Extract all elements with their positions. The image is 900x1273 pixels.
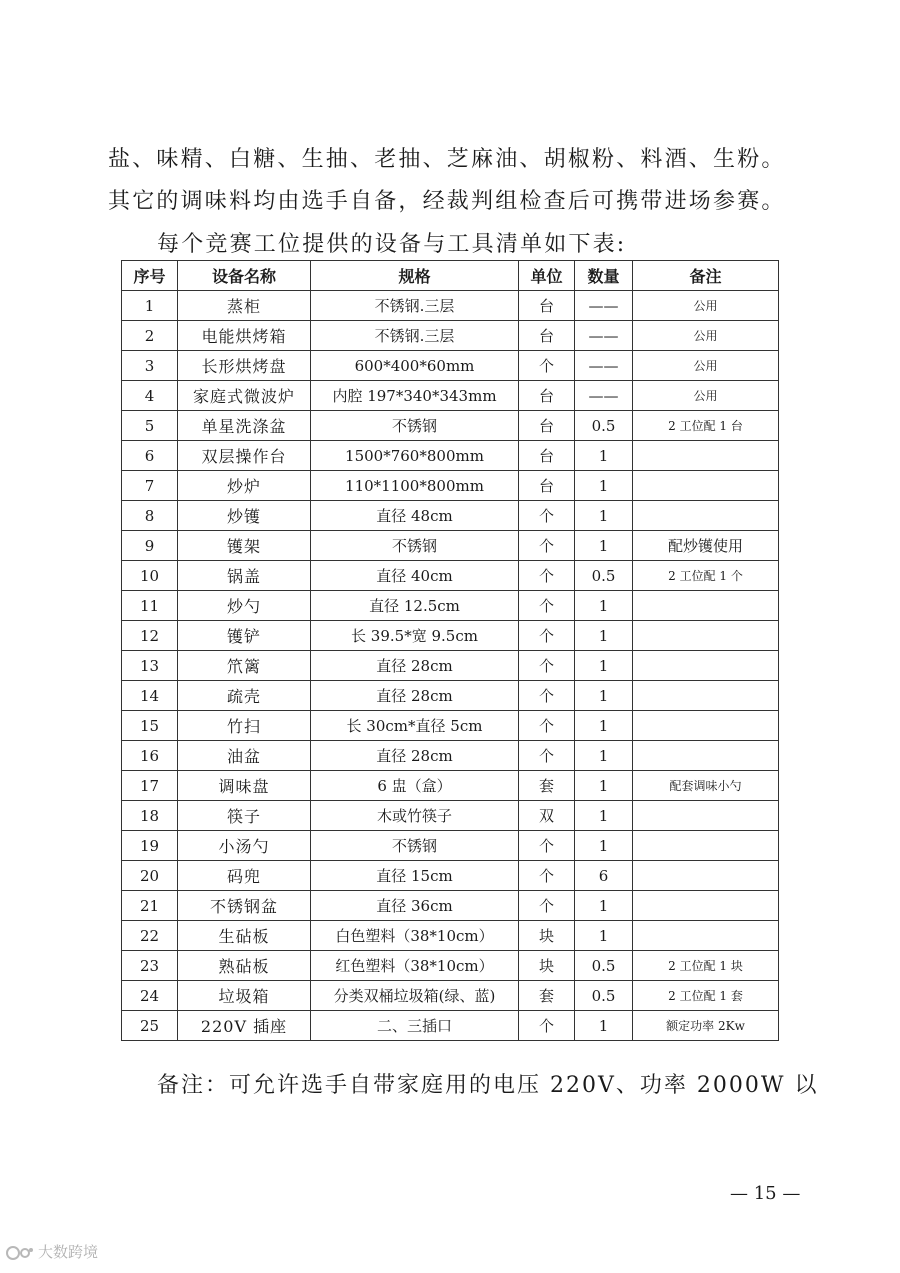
watermark: [6, 1241, 98, 1262]
table-row: [122, 741, 779, 771]
cell-name: 不锈钢盆: [178, 891, 311, 921]
cell-remark: 2 工位配 1 台: [633, 411, 779, 441]
cell-name: 码兜: [178, 861, 311, 891]
cell-qty: 1: [575, 1011, 633, 1041]
table-row: [122, 321, 779, 351]
cell-index: 8: [122, 501, 178, 531]
cell-spec: 长 39.5*宽 9.5cm: [311, 621, 519, 651]
header-index: 序号: [122, 261, 178, 291]
cell-remark: [633, 711, 779, 741]
table-intro-line: 每个竞赛工位提供的设备与工具清单如下表:: [157, 232, 627, 257]
cell-index: 17: [122, 771, 178, 801]
cell-qty: 1: [575, 891, 633, 921]
cell-unit: 个: [519, 831, 575, 861]
cell-spec: 不锈钢: [311, 831, 519, 861]
cell-spec: 直径 15cm: [311, 861, 519, 891]
cell-index: 23: [122, 951, 178, 981]
cell-unit: 个: [519, 861, 575, 891]
cell-spec: 直径 48cm: [311, 501, 519, 531]
cell-index: 6: [122, 441, 178, 471]
header-name: 设备名称: [178, 261, 311, 291]
cell-unit: 块: [519, 951, 575, 981]
cell-qty: 1: [575, 531, 633, 561]
table-row: [122, 411, 779, 441]
cell-index: 10: [122, 561, 178, 591]
table-row: [122, 891, 779, 921]
cell-index: 16: [122, 741, 178, 771]
cell-remark: [633, 831, 779, 861]
table-row: [122, 471, 779, 501]
cell-index: 20: [122, 861, 178, 891]
cell-spec: 110*1100*800mm: [311, 471, 519, 501]
cell-unit: 个: [519, 351, 575, 381]
cell-unit: 个: [519, 621, 575, 651]
cell-name: 小汤勺: [178, 831, 311, 861]
cell-name: 炒炉: [178, 471, 311, 501]
cell-index: 25: [122, 1011, 178, 1041]
cell-qty: 1: [575, 921, 633, 951]
cell-name: 单星洗涤盆: [178, 411, 311, 441]
cell-index: 1: [122, 291, 178, 321]
cell-unit: 套: [519, 981, 575, 1011]
cell-qty: 0.5: [575, 951, 633, 981]
table-row: [122, 711, 779, 741]
cell-name: 熟砧板: [178, 951, 311, 981]
cell-remark: [633, 471, 779, 501]
cell-name: 电能烘烤箱: [178, 321, 311, 351]
cell-name: 筷子: [178, 801, 311, 831]
cell-index: 21: [122, 891, 178, 921]
cell-qty: 1: [575, 681, 633, 711]
cell-remark: [633, 681, 779, 711]
cell-remark: [633, 621, 779, 651]
cell-spec: 直径 40cm: [311, 561, 519, 591]
table-row: [122, 621, 779, 651]
table-row: [122, 831, 779, 861]
cell-index: 19: [122, 831, 178, 861]
cell-qty: 0.5: [575, 411, 633, 441]
cell-name: 笊篱: [178, 651, 311, 681]
cell-name: 生砧板: [178, 921, 311, 951]
cell-qty: 1: [575, 771, 633, 801]
cell-remark: [633, 651, 779, 681]
cell-spec: 1500*760*800mm: [311, 441, 519, 471]
cell-spec: 白色塑料（38*10cm）: [311, 921, 519, 951]
cell-qty: 1: [575, 441, 633, 471]
equipment-table: [121, 260, 779, 1041]
cell-remark: 公用: [633, 351, 779, 381]
cell-unit: 台: [519, 321, 575, 351]
cell-index: 11: [122, 591, 178, 621]
cell-qty: ——: [575, 291, 633, 321]
table-row: [122, 381, 779, 411]
table-row: [122, 531, 779, 561]
cell-unit: 个: [519, 1011, 575, 1041]
cell-index: 22: [122, 921, 178, 951]
cell-spec: 直径 28cm: [311, 741, 519, 771]
cell-spec: 直径 36cm: [311, 891, 519, 921]
cell-remark: [633, 921, 779, 951]
cell-remark: 配套调味小勺: [633, 771, 779, 801]
header-spec: 规格: [311, 261, 519, 291]
cell-name: 220V 插座: [178, 1011, 311, 1041]
cell-index: 12: [122, 621, 178, 651]
cell-unit: 台: [519, 291, 575, 321]
cell-spec: 直径 28cm: [311, 681, 519, 711]
cell-remark: [633, 891, 779, 921]
cell-spec: 二、三插口: [311, 1011, 519, 1041]
cell-unit: 个: [519, 501, 575, 531]
cell-name: 长形烘烤盘: [178, 351, 311, 381]
cell-remark: [633, 801, 779, 831]
cell-unit: 个: [519, 561, 575, 591]
cell-remark: 公用: [633, 381, 779, 411]
cell-remark: 额定功率 2Kw: [633, 1011, 779, 1041]
cell-qty: 0.5: [575, 981, 633, 1011]
cell-remark: [633, 501, 779, 531]
cell-index: 5: [122, 411, 178, 441]
table-row: [122, 591, 779, 621]
cell-name: 炒勺: [178, 591, 311, 621]
table-row: [122, 861, 779, 891]
cell-remark: 2 工位配 1 个: [633, 561, 779, 591]
cell-unit: 个: [519, 711, 575, 741]
watermark-text: 大数跨境: [38, 1243, 99, 1261]
cell-name: 蒸柜: [178, 291, 311, 321]
cell-unit: 个: [519, 651, 575, 681]
cell-remark: 2 工位配 1 套: [633, 981, 779, 1011]
cell-index: 4: [122, 381, 178, 411]
cell-qty: 1: [575, 471, 633, 501]
cell-spec: 6 盅（盒）: [311, 771, 519, 801]
cell-qty: 1: [575, 501, 633, 531]
cell-unit: 个: [519, 681, 575, 711]
table-row: [122, 921, 779, 951]
cell-qty: ——: [575, 321, 633, 351]
cell-index: 2: [122, 321, 178, 351]
cell-remark: [633, 861, 779, 891]
watermark-logo-icon: [6, 1245, 34, 1261]
paragraph-line-2: 其它的调味料均由选手自备，经裁判组检查后可携带进场参赛。: [108, 189, 786, 214]
cell-qty: 1: [575, 831, 633, 861]
cell-spec: 600*400*60mm: [311, 351, 519, 381]
cell-name: 垃圾箱: [178, 981, 311, 1011]
cell-remark: [633, 441, 779, 471]
cell-name: 双层操作台: [178, 441, 311, 471]
table-row: [122, 651, 779, 681]
table-row: [122, 951, 779, 981]
cell-unit: 台: [519, 411, 575, 441]
cell-qty: 1: [575, 591, 633, 621]
cell-unit: 台: [519, 381, 575, 411]
cell-remark: 配炒镬使用: [633, 531, 779, 561]
cell-qty: 0.5: [575, 561, 633, 591]
table-row: [122, 441, 779, 471]
cell-spec: 不锈钢.三层: [311, 291, 519, 321]
table-row: [122, 351, 779, 381]
cell-remark: [633, 741, 779, 771]
cell-unit: 台: [519, 471, 575, 501]
cell-unit: 双: [519, 801, 575, 831]
cell-qty: 1: [575, 711, 633, 741]
cell-remark: 公用: [633, 321, 779, 351]
table-row: [122, 981, 779, 1011]
cell-name: 镬铲: [178, 621, 311, 651]
cell-name: 家庭式微波炉: [178, 381, 311, 411]
cell-unit: 个: [519, 891, 575, 921]
cell-spec: 直径 12.5cm: [311, 591, 519, 621]
cell-unit: 台: [519, 441, 575, 471]
cell-unit: 块: [519, 921, 575, 951]
header-qty: 数量: [575, 261, 633, 291]
cell-unit: 个: [519, 531, 575, 561]
cell-index: 13: [122, 651, 178, 681]
cell-qty: 6: [575, 861, 633, 891]
cell-index: 14: [122, 681, 178, 711]
cell-qty: 1: [575, 741, 633, 771]
table-header-row: [122, 261, 779, 291]
cell-spec: 不锈钢: [311, 411, 519, 441]
cell-index: 18: [122, 801, 178, 831]
table-row: [122, 561, 779, 591]
cell-spec: 长 30cm*直径 5cm: [311, 711, 519, 741]
cell-remark: [633, 591, 779, 621]
cell-index: 15: [122, 711, 178, 741]
cell-unit: 套: [519, 771, 575, 801]
cell-qty: ——: [575, 351, 633, 381]
remark-note: 备注：可允许选手自带家庭用的电压 220V、功率 2000W 以: [157, 1073, 819, 1098]
cell-spec: 不锈钢.三层: [311, 321, 519, 351]
cell-name: 镬架: [178, 531, 311, 561]
cell-name: 调味盘: [178, 771, 311, 801]
cell-qty: 1: [575, 651, 633, 681]
table-row: [122, 681, 779, 711]
header-remark: 备注: [633, 261, 779, 291]
table-row: [122, 801, 779, 831]
cell-qty: 1: [575, 801, 633, 831]
table-row: [122, 291, 779, 321]
cell-index: 24: [122, 981, 178, 1011]
table-row: [122, 771, 779, 801]
cell-spec: 木或竹筷子: [311, 801, 519, 831]
paragraph-line-1: 盐、味精、白糖、生抽、老抽、芝麻油、胡椒粉、料酒、生粉。: [108, 147, 786, 172]
cell-name: 竹扫: [178, 711, 311, 741]
cell-remark: 公用: [633, 291, 779, 321]
cell-index: 9: [122, 531, 178, 561]
header-unit: 单位: [519, 261, 575, 291]
page-number: — 15 —: [730, 1183, 801, 1204]
cell-unit: 个: [519, 741, 575, 771]
cell-spec: 红色塑料（38*10cm）: [311, 951, 519, 981]
cell-spec: 分类双桶垃圾箱(绿、蓝): [311, 981, 519, 1011]
cell-spec: 直径 28cm: [311, 651, 519, 681]
cell-unit: 个: [519, 591, 575, 621]
cell-name: 油盆: [178, 741, 311, 771]
cell-index: 7: [122, 471, 178, 501]
cell-index: 3: [122, 351, 178, 381]
table-row: [122, 1011, 779, 1041]
cell-name: 炒镬: [178, 501, 311, 531]
cell-name: 疏壳: [178, 681, 311, 711]
cell-qty: 1: [575, 621, 633, 651]
cell-remark: 2 工位配 1 块: [633, 951, 779, 981]
cell-spec: 不锈钢: [311, 531, 519, 561]
cell-name: 锅盖: [178, 561, 311, 591]
table-row: [122, 501, 779, 531]
cell-qty: ——: [575, 381, 633, 411]
cell-spec: 内腔 197*340*343mm: [311, 381, 519, 411]
